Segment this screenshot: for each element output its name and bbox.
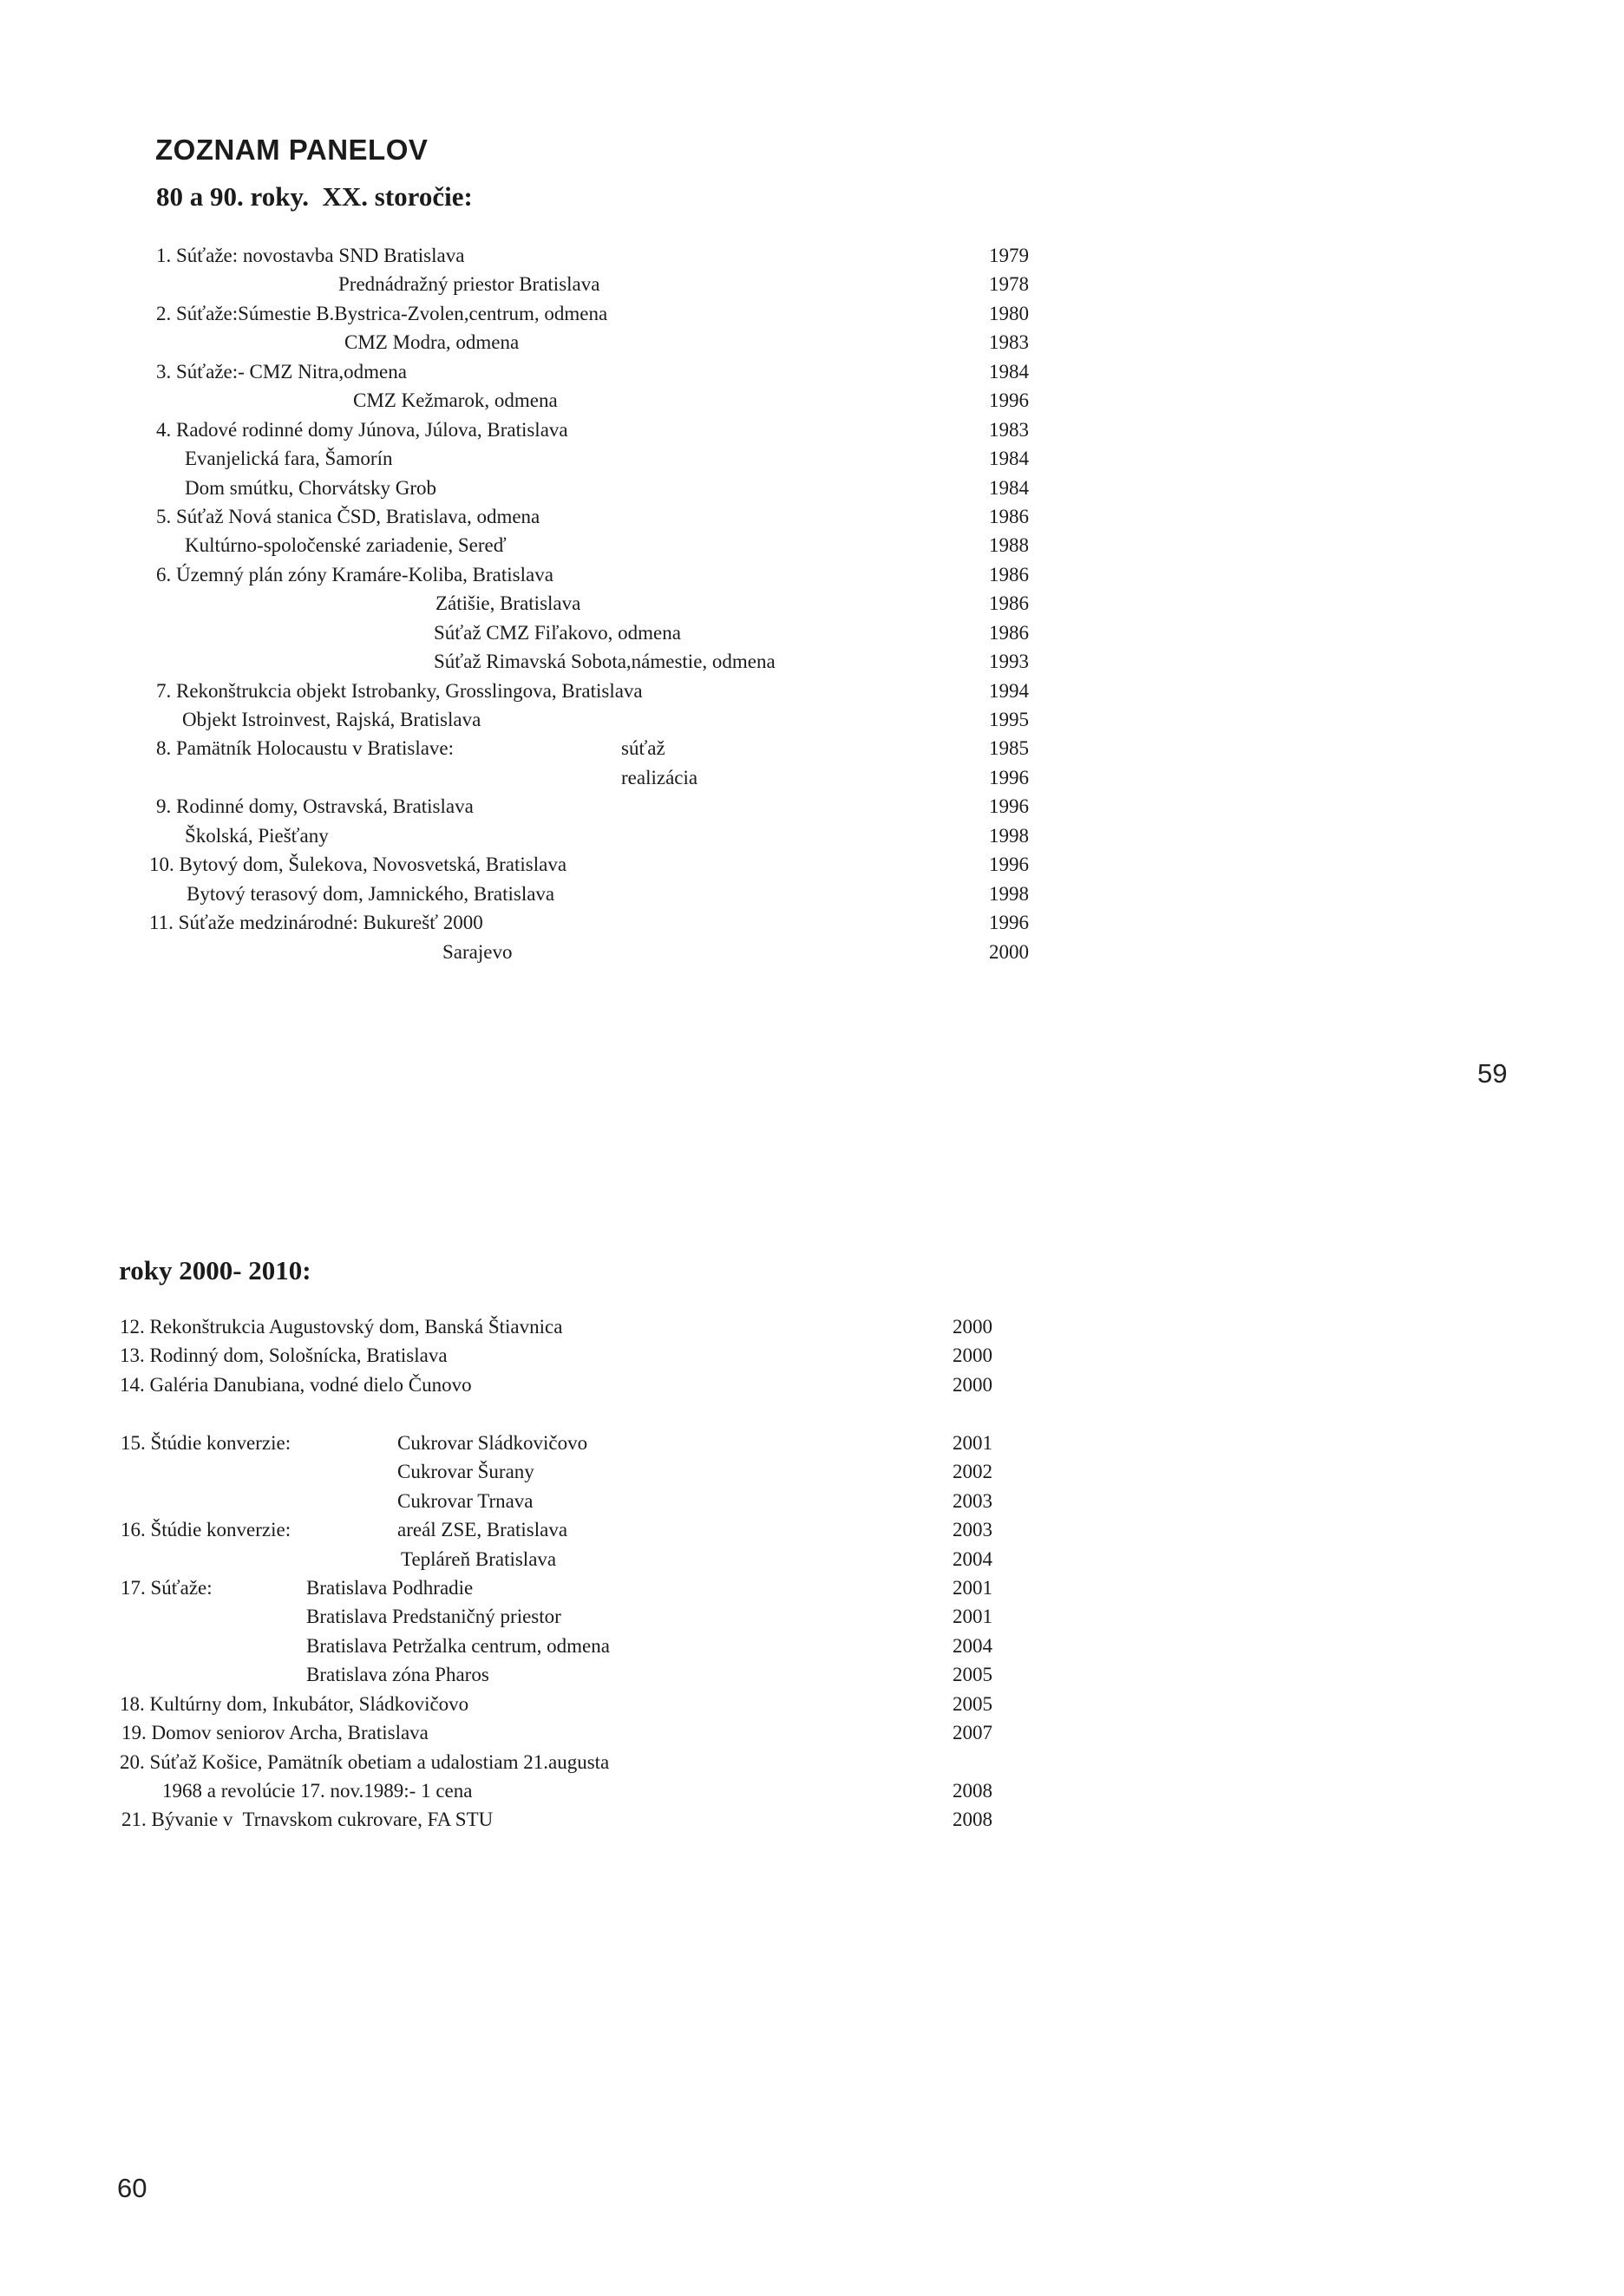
row-year: 2000 (989, 940, 1029, 963)
row-text: Školská, Piešťany (185, 824, 329, 847)
row-year: 1988 (989, 534, 1029, 557)
row-text: 16. Štúdie konverzie: (121, 1519, 291, 1541)
row-year: 2005 (953, 1692, 992, 1715)
list-row (0, 792, 1624, 821)
row-text: Bratislava zóna Pharos (306, 1664, 489, 1686)
row-text: 20. Súťaž Košice, Pamätník obetiam a udalostiam 21.augusta (120, 1750, 610, 1773)
row-text: Cukrovar Trnava (397, 1489, 534, 1512)
row-year: 2008 (953, 1809, 992, 1831)
section-heading-2000-2010: roky 2000- 2010: (119, 1255, 311, 1285)
row-year: 1996 (989, 766, 1029, 788)
row-year: 1996 (989, 795, 1029, 818)
row-year: 1986 (989, 592, 1029, 615)
list-row (0, 1312, 1624, 1341)
list-row (0, 821, 1624, 850)
row-text-secondary: súťaž (621, 737, 665, 760)
row-year: 1995 (989, 709, 1029, 730)
row-year: 2004 (953, 1547, 992, 1570)
list-row (0, 1457, 1624, 1486)
row-year: 2007 (953, 1722, 992, 1744)
row-text: Bytový terasový dom, Jamnického, Bratislava (187, 882, 555, 905)
row-year: 2000 (953, 1344, 992, 1367)
page-title: ZOZNAM PANELOV (155, 134, 429, 166)
row-text: 15. Štúdie konverzie: (121, 1431, 291, 1454)
list-row (0, 1515, 1624, 1544)
row-text: Kultúrno-spoločenské zariadenie, Sereď (185, 534, 507, 557)
row-year: 1998 (989, 824, 1029, 847)
list-row (0, 589, 1624, 618)
row-text: Tepláreň Bratislava (401, 1547, 557, 1570)
row-text: Objekt Istroinvest, Rajská, Bratislava (182, 709, 481, 730)
row-year: 1993 (989, 651, 1029, 673)
row-text: 18. Kultúrny dom, Inkubátor, Sládkovičovo (120, 1692, 469, 1715)
row-text: Evanjelická fara, Šamorín (185, 448, 393, 470)
list-row (0, 502, 1624, 531)
row-text: 3. Súťaže:- CMZ Nitra,odmena (156, 360, 407, 383)
list-row (0, 618, 1624, 647)
row-year: 2001 (953, 1576, 992, 1599)
row-year: 2002 (953, 1461, 992, 1483)
list-row (0, 1487, 1624, 1515)
row-year: 1983 (989, 331, 1029, 354)
row-year: 1986 (989, 563, 1029, 585)
row-text: 13. Rodinný dom, Sološnícka, Bratislava (120, 1344, 448, 1367)
row-text: 10. Bytový dom, Šulekova, Novosvetská, Bratislava (149, 854, 567, 876)
row-text: 1968 a revolúcie 17. nov.1989:- 1 cena (162, 1780, 473, 1802)
list-row (0, 1632, 1624, 1660)
row-text: 4. Radové rodinné domy Júnova, Júlova, Bratislava (156, 418, 568, 441)
row-text: Dom smútku, Chorvátsky Grob (185, 476, 437, 499)
list-row (0, 357, 1624, 386)
row-text: 9. Rodinné domy, Ostravská, Bratislava (156, 795, 474, 818)
row-text: 21. Bývanie v Trnavskom cukrovare, FA STU (121, 1809, 494, 1831)
row-year: 1994 (989, 679, 1029, 702)
row-year: 1986 (989, 621, 1029, 644)
list-row (0, 1429, 1624, 1457)
row-year: 1984 (989, 476, 1029, 499)
list-row (0, 1370, 1624, 1399)
list-row (0, 415, 1624, 444)
list-row (0, 328, 1624, 357)
list-row (0, 1602, 1624, 1631)
row-year: 1986 (989, 505, 1029, 527)
row-text-secondary: Cukrovar Sládkovičovo (397, 1431, 588, 1454)
row-year: 1983 (989, 418, 1029, 441)
list-row (0, 647, 1624, 676)
row-text: Súťaž CMZ Fiľakovo, odmena (434, 621, 681, 644)
list-row (0, 705, 1624, 734)
list-row (0, 1341, 1624, 1370)
list-row (0, 1690, 1624, 1718)
row-text: 8. Pamätník Holocaustu v Bratislave: (156, 737, 455, 760)
list-row (0, 386, 1624, 415)
row-year: 2004 (953, 1634, 992, 1657)
row-year: 1996 (989, 854, 1029, 876)
row-text: Zátišie, Bratislava (435, 592, 581, 615)
row-year: 2008 (953, 1780, 992, 1802)
row-text: 12. Rekonštrukcia Augustovský dom, Banská Štiavnica (120, 1316, 563, 1338)
row-text: CMZ Modra, odmena (344, 331, 520, 354)
list-row (0, 1545, 1624, 1573)
list-row (0, 270, 1624, 298)
row-year: 2003 (953, 1489, 992, 1512)
row-text: 14. Galéria Danubiana, vodné dielo Čunovo (120, 1373, 472, 1396)
row-text: 11. Súťaže medzinárodné: Bukurešť 2000 (149, 912, 483, 934)
list-row (0, 1776, 1624, 1805)
row-year: 1984 (989, 448, 1029, 470)
row-text: 6. Územný plán zóny Kramáre-Koliba, Bratislava (156, 563, 553, 585)
row-year: 1996 (989, 389, 1029, 412)
row-text: Prednádražný priestor Bratislava (338, 273, 600, 296)
row-year: 1985 (989, 737, 1029, 760)
row-text: 5. Súťaž Nová stanica ČSD, Bratislava, odmena (156, 505, 540, 527)
row-text: Bratislava Petržalka centrum, odmena (306, 1634, 610, 1657)
list-row (0, 1660, 1624, 1689)
list-row (0, 1573, 1624, 1602)
row-text-secondary: Bratislava Podhradie (306, 1576, 474, 1599)
row-year: 2003 (953, 1519, 992, 1541)
row-text: Cukrovar Šurany (397, 1461, 534, 1483)
row-year: 2001 (953, 1606, 992, 1628)
row-text-secondary: areál ZSE, Bratislava (397, 1519, 568, 1541)
row-text: 7. Rekonštrukcia objekt Istrobanky, Grosslingova, Bratislava (156, 679, 643, 702)
row-year: 2000 (953, 1373, 992, 1396)
list-row (0, 677, 1624, 705)
row-text: Bratislava Predstaničný priestor (306, 1606, 561, 1628)
row-text: 1. Súťaže: novostavba SND Bratislava (156, 245, 465, 266)
list-row (0, 1748, 1624, 1776)
row-year: 1996 (989, 912, 1029, 934)
row-year: 1979 (989, 245, 1029, 266)
panel-list-80-90 (0, 241, 1624, 966)
list-row (0, 1399, 1624, 1428)
list-row (0, 850, 1624, 879)
row-text: Súťaž Rimavská Sobota,námestie, odmena (434, 651, 776, 673)
row-year: 2005 (953, 1664, 992, 1686)
row-year: 1978 (989, 273, 1029, 296)
row-text: CMZ Kežmarok, odmena (353, 389, 558, 412)
row-text: 19. Domov seniorov Archa, Bratislava (121, 1722, 429, 1744)
list-row (0, 531, 1624, 559)
list-row (0, 444, 1624, 473)
list-row (0, 908, 1624, 937)
list-row (0, 880, 1624, 908)
row-year: 1980 (989, 302, 1029, 324)
list-row (0, 938, 1624, 966)
row-text: 2. Súťaže:Súmestie B.Bystrica-Zvolen,centrum, odmena (156, 302, 608, 324)
row-text: 17. Súťaže: (121, 1576, 213, 1599)
page-number-60: 60 (117, 2173, 147, 2203)
page-number-59: 59 (1477, 1058, 1508, 1089)
list-row (0, 763, 1624, 792)
list-row (0, 560, 1624, 589)
list-row (0, 241, 1624, 270)
row-text: Sarajevo (442, 940, 513, 963)
list-row (0, 734, 1624, 762)
list-row (0, 1718, 1624, 1747)
row-year: 2001 (953, 1431, 992, 1454)
panel-list-2000-2010 (0, 1312, 1624, 1835)
list-row (0, 474, 1624, 502)
list-row (0, 1805, 1624, 1834)
row-year: 1984 (989, 360, 1029, 383)
row-year: 2000 (953, 1316, 992, 1338)
section-heading-80-90: 80 a 90. roky. XX. storočie: (156, 181, 473, 212)
row-text: realizácia (621, 766, 698, 788)
list-row (0, 299, 1624, 328)
row-year: 1998 (989, 882, 1029, 905)
